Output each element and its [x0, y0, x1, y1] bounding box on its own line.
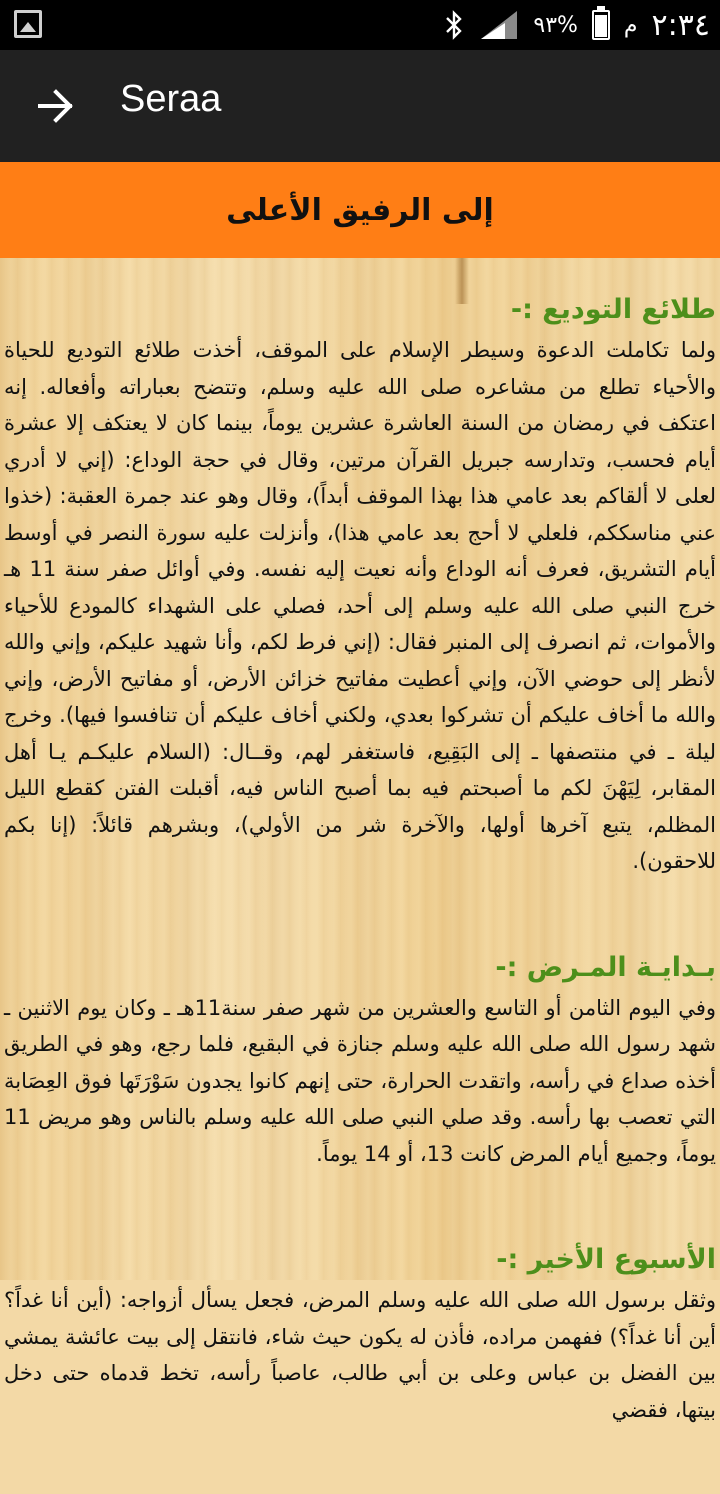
- status-time: ٢:٣٤: [651, 7, 710, 43]
- section-heading: طلائع التوديع :-: [510, 294, 716, 325]
- image-icon: [14, 10, 42, 38]
- article-body: [4, 288, 716, 1494]
- app-bar: [0, 50, 720, 162]
- arrow-right-icon[interactable]: [36, 88, 76, 124]
- chapter-title: إلى الرفيق الأعلى: [226, 192, 494, 228]
- status-indicators: [443, 0, 710, 50]
- battery-percent: ٩٣%: [533, 12, 578, 38]
- chapter-header: [0, 162, 720, 258]
- section-heading: بـدايـة المـرض :-: [495, 951, 716, 983]
- section-paragraph: وفي اليوم الثامن أو التاسع والعشرين من شهر صفر سنة11هـ ـ وكان يوم الاثنين ـ شهد رسول الله صلى الله عليه وسلم جنازة في البقيع، فلما رجع، وهو في الطريق أخذه صداع في رأسه، واتقدت الحرارة، حتى إنهم كانوا يجدون سَوْرَتَها فوق العِصَابة التي تعصب بها رأسه. وقد صلي النبي صلى الله عليه وسلم بالناس وهو مريض 11 يوماً، وجميع أيام المرض كانت 13، أو 14 يوماً.: [4, 995, 716, 1166]
- status-ampm: م: [623, 12, 638, 38]
- section-paragraph: ولما تكاملت الدعوة وسيطر الإسلام على الموقف، أخذت طلائع التوديع للحياة والأحياء تطلع من مشاعره صلى الله عليه وسلم، وتتضح بعباراته وأفعاله. إنه اعتكف في رمضان من السنة العاشرة عشرين يوماً، بينما كان لا يعتكف إلا عشرة أيام فحسب، وتدارسه جبريل القرآن مرتين، وقال في حجة الوداع: (إني لا أدري لعلى لا ألقاكم بعد عامي هذا بهذا الموقف أبداً)، وقال وهو عند جمرة العقبة: (خذوا عني مناسككم، فلعلي لا أحج بعد عامي هذا)، وأنزلت عليه سورة النصر في أوسط أيام التشريق، فعرف أنه الوداع وأنه نعيت إليه نفسه. وفي أوائل صفر سنة 11 هـ خرج النبي صلى الله عليه وسلم إلى أحد، فصلي على الشهداء كالمودع للأحياء والأموات، ثم انصرف إلى المنبر فقال: (إني فرط لكم، وأنا شهيد عليكم، وإني والله لأنظر إلى حوضي الآن، وإني أعطيت مفاتيح خزائن الأرض، أو مفاتيح الأرض، وإني والله ما أخاف عليكم أن تشركوا بعدي، ولكني أخاف عليكم أن تنافسوا فيها). وخرج ليلة ـ في منتصفها ـ إلى البَقِيع، فاستغفر لهم، وقــال: (السلام عليكـم يـا أهل المقابر، لِيَهْنَ لكم ما أصبحتم فيه بما أصبح الناس فيه، أقبلت الفتن كقطع الليل المظلم، يتبع آخرها أولها، والآخرة شر من الأولي)، وبشرهم قائلاً: (إنا بكم للاحقون).: [4, 338, 716, 873]
- section-paragraph: وثقل برسول الله صلى الله عليه وسلم المرض، فجعل يسأل أزواجه: (أين أنا غداً؟ أين أنا غداً؟) ففهمن مراده، فأذن له يكون حيث شاء، فانتقل إلى بيت عائشة يمشي بين الفضل بن عباس وعلى بن أبي طالب، عاصباً رأسه، تخط قدماه حتى دخل بيتها، فقضي: [4, 1288, 716, 1422]
- section-heading: الأسبوع الأخير :-: [496, 1244, 716, 1275]
- content-scroll[interactable]: [0, 258, 720, 1422]
- status-bar: [0, 0, 720, 50]
- signal-icon: [479, 9, 519, 41]
- app-title: Seraa: [120, 78, 222, 120]
- bluetooth-icon: [443, 10, 465, 40]
- battery-icon: [592, 10, 610, 40]
